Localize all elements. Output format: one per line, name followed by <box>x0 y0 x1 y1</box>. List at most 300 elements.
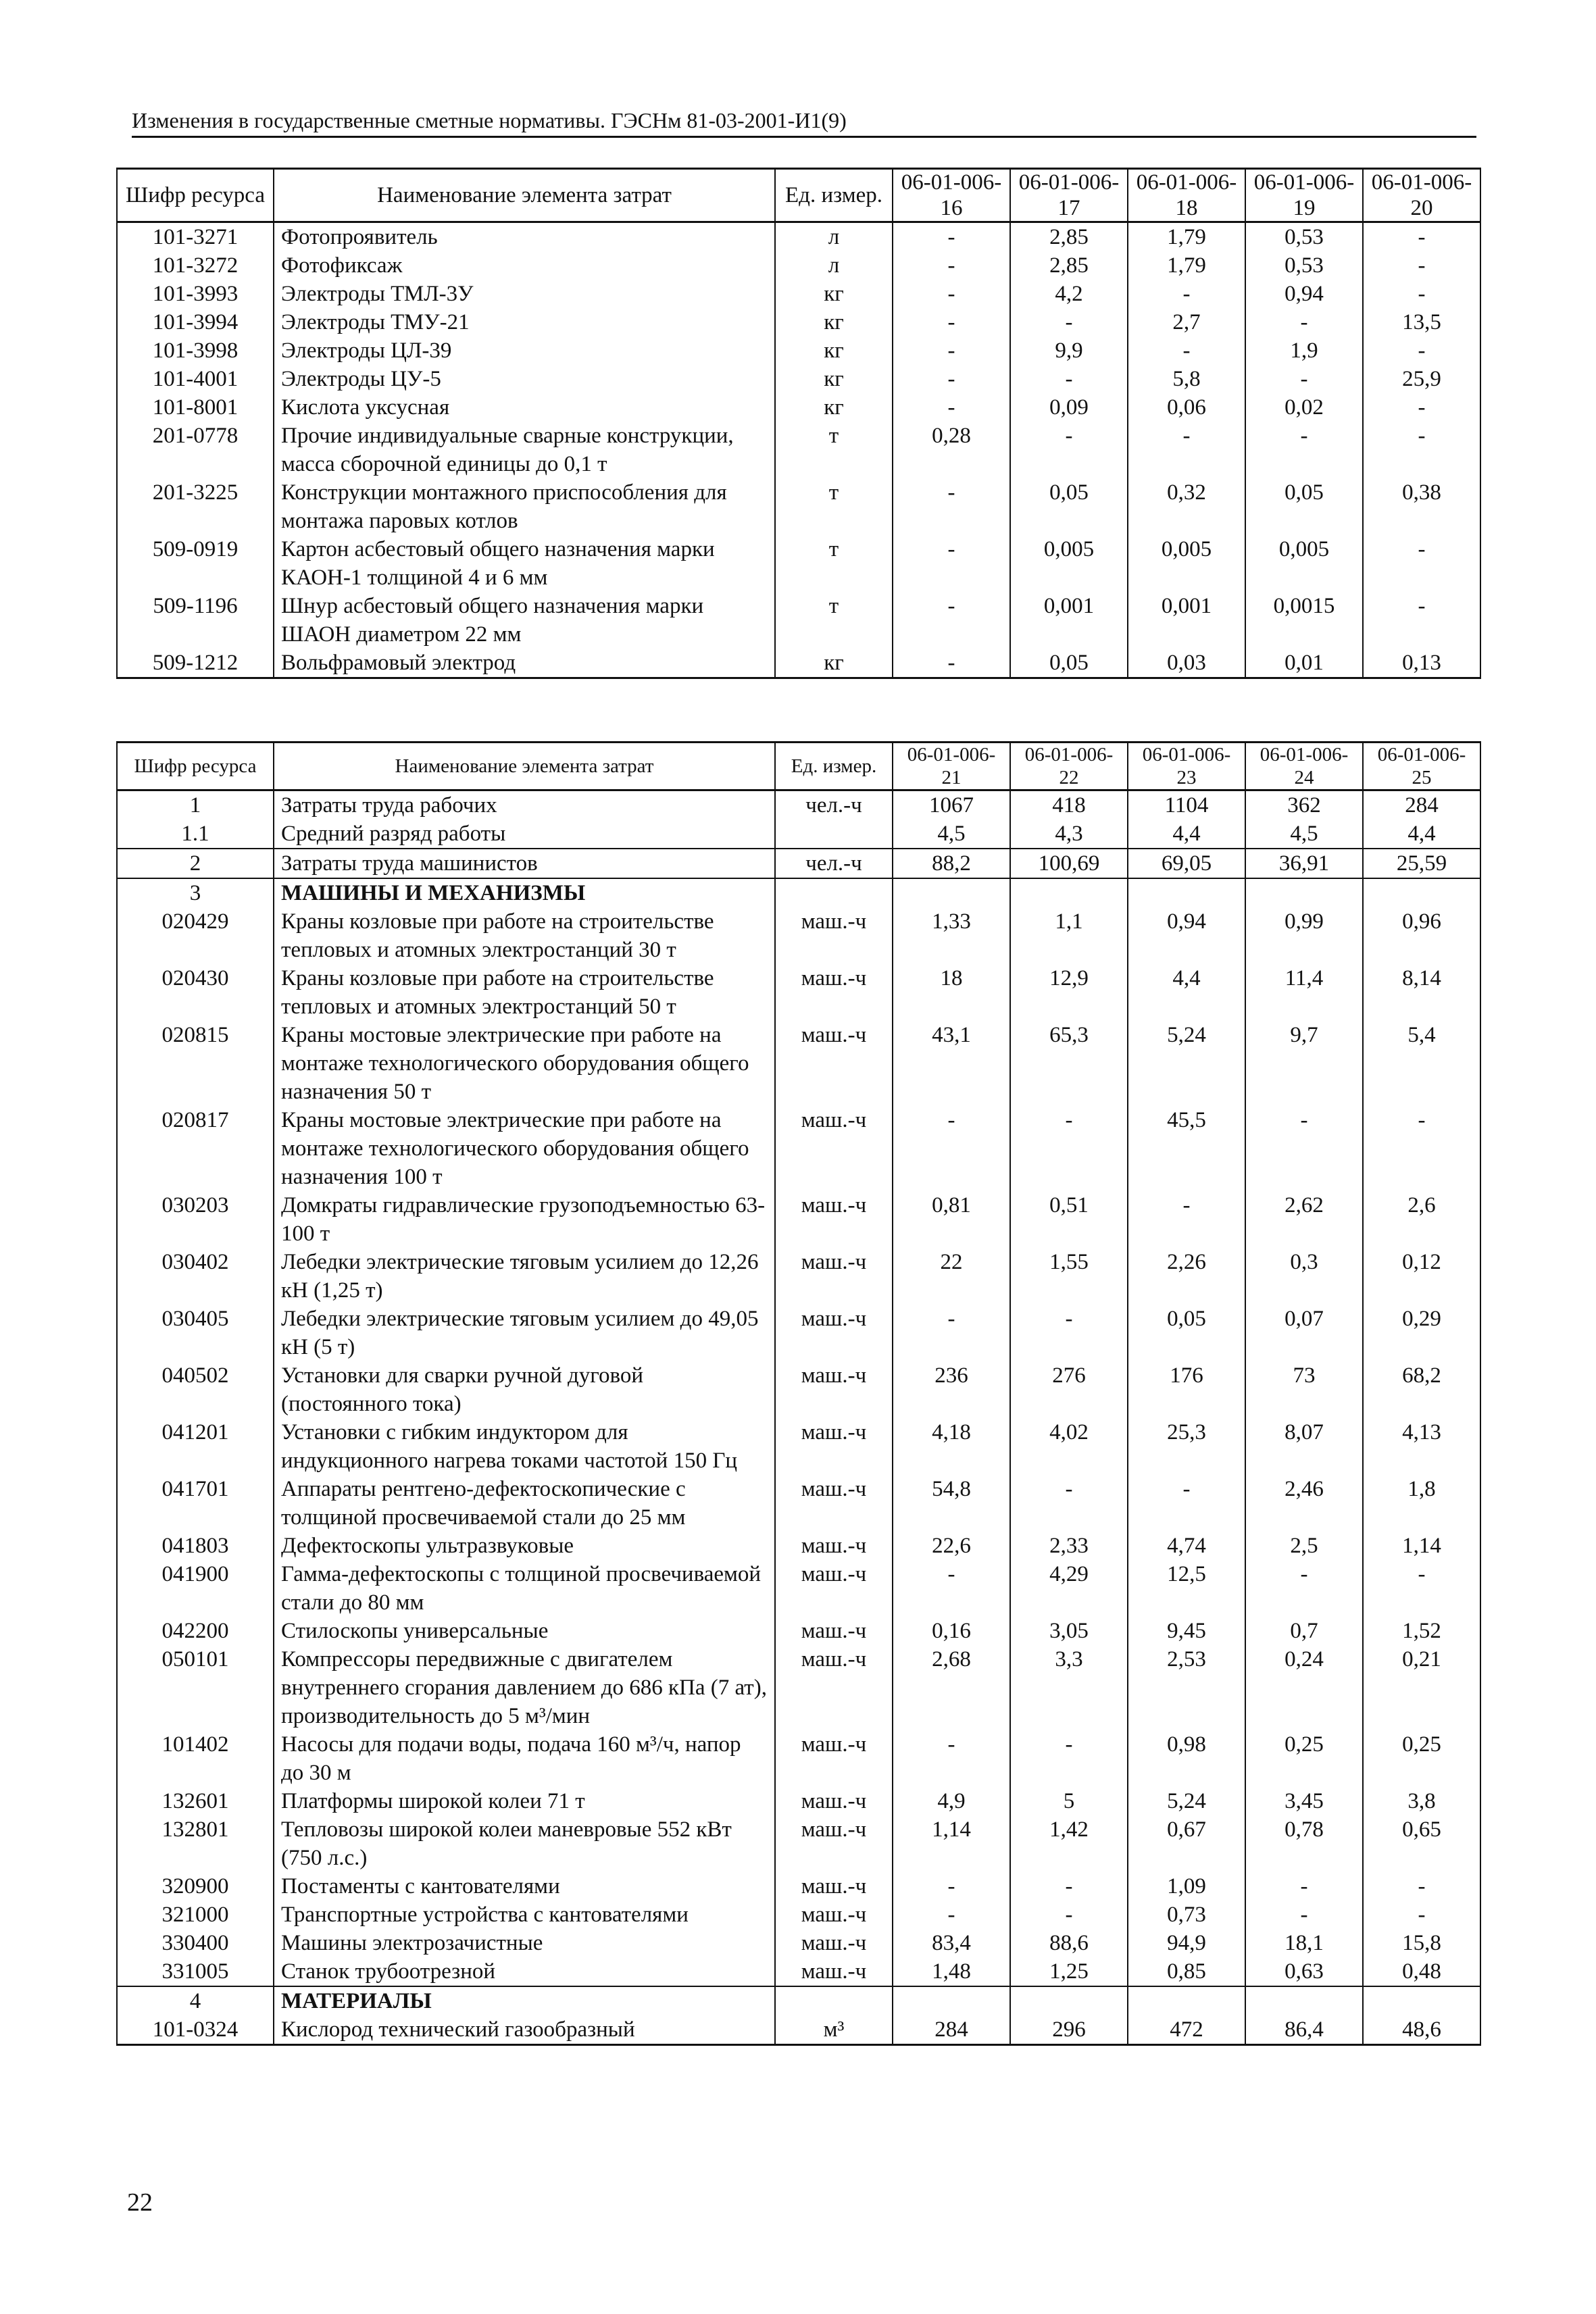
value-cell: 1,14 <box>893 1815 1010 1872</box>
value-cell: 1,09 <box>1128 1872 1245 1901</box>
value-cell: 0,53 <box>1245 222 1363 252</box>
value-cell: 1,14 <box>1363 1532 1480 1560</box>
resource-code: 020429 <box>117 907 274 964</box>
resource-code: 041803 <box>117 1532 274 1560</box>
value-cell: 176 <box>1128 1361 1245 1418</box>
col-header: 06-01-006-21 <box>893 743 1010 790</box>
value-cell: 2,62 <box>1245 1191 1363 1248</box>
table-row <box>117 1986 1480 2015</box>
value-cell: - <box>893 251 1010 280</box>
resource-name: МАТЕРИАЛЫ <box>274 1986 775 2015</box>
value-cell: 18,1 <box>1245 1929 1363 1957</box>
resource-name: Домкраты гидравлические грузоподъемностью 63-100 т <box>274 1191 775 1248</box>
unit: маш.-ч <box>775 1617 893 1645</box>
col-header: 06-01-006-17 <box>1010 169 1128 222</box>
table-row <box>117 1730 1480 1787</box>
value-cell: 2,46 <box>1245 1475 1363 1532</box>
value-cell: 25,59 <box>1363 849 1480 878</box>
table-row <box>117 365 1480 393</box>
value-cell: 0,05 <box>1128 1305 1245 1361</box>
value-cell: 0,005 <box>1128 535 1245 592</box>
value-cell: 1,79 <box>1128 222 1245 252</box>
value-cell: 0,53 <box>1245 251 1363 280</box>
value-cell: 13,5 <box>1363 308 1480 336</box>
resource-name: Прочие индивидуальные сварные конструкции, масса сборочной единицы до 0,1 т <box>274 422 775 478</box>
resource-name: Кислота уксусная <box>274 393 775 422</box>
value-cell: - <box>1363 1872 1480 1901</box>
value-cell: 0,81 <box>893 1191 1010 1248</box>
table-row <box>117 1560 1480 1617</box>
resource-name: Фотофиксаж <box>274 251 775 280</box>
value-cell: 12,9 <box>1010 964 1128 1021</box>
value-cell: 12,5 <box>1128 1560 1245 1617</box>
resource-name: Компрессоры передвижные с двигателем внутреннего сгорания давлением до 686 кПа (7 ат), производительность до 5 м³/мин <box>274 1645 775 1730</box>
unit: маш.-ч <box>775 907 893 964</box>
value-cell: - <box>1128 422 1245 478</box>
value-cell: 4,5 <box>1245 820 1363 849</box>
resource-name: Электроды ТМЛ-3У <box>274 280 775 308</box>
resource-code: 132801 <box>117 1815 274 1872</box>
resource-name: Установки с гибким индуктором для индукционного нагрева токами частотой 150 Гц <box>274 1418 775 1475</box>
value-cell: - <box>1363 1106 1480 1191</box>
resource-name: МАШИНЫ И МЕХАНИЗМЫ <box>274 878 775 907</box>
unit: т <box>775 535 893 592</box>
value-cell: 83,4 <box>893 1929 1010 1957</box>
value-cell: - <box>1363 592 1480 649</box>
resource-code: 320900 <box>117 1872 274 1901</box>
value-cell: - <box>1010 365 1128 393</box>
resource-name: Лебедки электрические тяговым усилием до 49,05 кН (5 т) <box>274 1305 775 1361</box>
resource-name: Конструкции монтажного приспособления для монтажа паровых котлов <box>274 478 775 535</box>
value-cell: 45,5 <box>1128 1106 1245 1191</box>
value-cell: 4,4 <box>1363 820 1480 849</box>
value-cell: 0,01 <box>1245 649 1363 678</box>
resource-name: Транспортные устройства с кантователями <box>274 1901 775 1929</box>
resource-name: Краны мостовые электрические при работе на монтаже технологического оборудования общего назначения 100 т <box>274 1106 775 1191</box>
value-cell: 8,07 <box>1245 1418 1363 1475</box>
value-cell: - <box>893 478 1010 535</box>
table-row <box>117 535 1480 592</box>
resource-code: 509-1196 <box>117 592 274 649</box>
value-cell: - <box>1010 1901 1128 1929</box>
col-header: Ед. измер. <box>775 169 893 222</box>
resource-name: Краны мостовые электрические при работе на монтаже технологического оборудования общего назначения 50 т <box>274 1021 775 1106</box>
value-cell: 0,63 <box>1245 1957 1363 1986</box>
resource-code: 101-3998 <box>117 336 274 365</box>
resource-code: 509-0919 <box>117 535 274 592</box>
value-cell: - <box>1010 1872 1128 1901</box>
resource-name: Фотопроявитель <box>274 222 775 252</box>
resource-name: Электроды ЦУ-5 <box>274 365 775 393</box>
table-row <box>117 222 1480 252</box>
resource-name: Электроды ЦЛ-39 <box>274 336 775 365</box>
resource-name: Постаменты с кантователями <box>274 1872 775 1901</box>
value-cell <box>1010 878 1128 907</box>
table-row <box>117 1787 1480 1815</box>
col-header: Ед. измер. <box>775 743 893 790</box>
table-body <box>117 222 1480 678</box>
value-cell: 1,25 <box>1010 1957 1128 1986</box>
col-header: Шифр ресурса <box>117 169 274 222</box>
value-cell: - <box>893 308 1010 336</box>
table-row <box>117 393 1480 422</box>
value-cell: 5,24 <box>1128 1787 1245 1815</box>
unit: маш.-ч <box>775 964 893 1021</box>
value-cell: 0,05 <box>1245 478 1363 535</box>
value-cell: 48,6 <box>1363 2015 1480 2045</box>
value-cell: 236 <box>893 1361 1010 1418</box>
value-cell: - <box>1128 280 1245 308</box>
value-cell: 0,02 <box>1245 393 1363 422</box>
unit: маш.-ч <box>775 1560 893 1617</box>
value-cell: 94,9 <box>1128 1929 1245 1957</box>
resource-name: Лебедки электрические тяговым усилием до 12,26 кН (1,25 т) <box>274 1248 775 1305</box>
value-cell: 0,06 <box>1128 393 1245 422</box>
resource-code: 101-0324 <box>117 2015 274 2045</box>
value-cell: 1,42 <box>1010 1815 1128 1872</box>
value-cell: - <box>1245 308 1363 336</box>
value-cell: 2,33 <box>1010 1532 1128 1560</box>
value-cell: - <box>1245 422 1363 478</box>
value-cell: 0,51 <box>1010 1191 1128 1248</box>
value-cell: - <box>1363 280 1480 308</box>
table-row <box>117 1191 1480 1248</box>
value-cell: 284 <box>893 2015 1010 2045</box>
resource-code: 050101 <box>117 1645 274 1730</box>
value-cell: 276 <box>1010 1361 1128 1418</box>
unit: маш.-ч <box>775 1361 893 1418</box>
table-row <box>117 280 1480 308</box>
unit: маш.-ч <box>775 1532 893 1560</box>
unit: м³ <box>775 2015 893 2045</box>
resource-code: 101-3994 <box>117 308 274 336</box>
unit: маш.-ч <box>775 1305 893 1361</box>
unit: л <box>775 222 893 252</box>
value-cell: 4,2 <box>1010 280 1128 308</box>
unit: т <box>775 592 893 649</box>
value-cell: - <box>1245 365 1363 393</box>
value-cell: 1104 <box>1128 790 1245 820</box>
resource-code: 1 <box>117 790 274 820</box>
table-row <box>117 1815 1480 1872</box>
unit: кг <box>775 280 893 308</box>
value-cell: 4,5 <box>893 820 1010 849</box>
table-row <box>117 1361 1480 1418</box>
value-cell: - <box>1010 1730 1128 1787</box>
table-row <box>117 1106 1480 1191</box>
value-cell: - <box>893 592 1010 649</box>
value-cell: - <box>893 1305 1010 1361</box>
col-header: Шифр ресурса <box>117 743 274 790</box>
unit: маш.-ч <box>775 1645 893 1730</box>
table-header-row <box>117 169 1480 222</box>
unit: маш.-ч <box>775 1475 893 1532</box>
value-cell: - <box>893 1730 1010 1787</box>
value-cell: - <box>1128 336 1245 365</box>
value-cell: 0,0015 <box>1245 592 1363 649</box>
resource-code: 030402 <box>117 1248 274 1305</box>
resource-code: 101-4001 <box>117 365 274 393</box>
resource-name: Шнур асбестовый общего назначения марки ШАОН диаметром 22 мм <box>274 592 775 649</box>
table-row <box>117 251 1480 280</box>
value-cell: 418 <box>1010 790 1128 820</box>
value-cell: 0,09 <box>1010 393 1128 422</box>
value-cell: 4,74 <box>1128 1532 1245 1560</box>
value-cell: 0,21 <box>1363 1645 1480 1730</box>
value-cell: 0,005 <box>1010 535 1128 592</box>
resource-code: 101-8001 <box>117 393 274 422</box>
resource-name: Электроды ТМУ-21 <box>274 308 775 336</box>
page-number: 22 <box>127 2188 153 2217</box>
value-cell: 1,8 <box>1363 1475 1480 1532</box>
unit: кг <box>775 393 893 422</box>
value-cell: 0,13 <box>1363 649 1480 678</box>
resource-name: Установки для сварки ручной дуговой (постоянного тока) <box>274 1361 775 1418</box>
resource-name: Средний разряд работы <box>274 820 775 849</box>
value-cell: 2,6 <box>1363 1191 1480 1248</box>
resource-code: 3 <box>117 878 274 907</box>
value-cell: 0,78 <box>1245 1815 1363 1872</box>
resource-code: 509-1212 <box>117 649 274 678</box>
table-row <box>117 1872 1480 1901</box>
value-cell: 0,16 <box>893 1617 1010 1645</box>
table-row <box>117 849 1480 878</box>
resource-code: 101-3272 <box>117 251 274 280</box>
value-cell: - <box>1363 336 1480 365</box>
value-cell: 1,48 <box>893 1957 1010 1986</box>
value-cell: 22,6 <box>893 1532 1010 1560</box>
value-cell: 88,6 <box>1010 1929 1128 1957</box>
value-cell: - <box>1363 251 1480 280</box>
value-cell: - <box>893 336 1010 365</box>
unit: маш.-ч <box>775 1957 893 1986</box>
resource-code: 132601 <box>117 1787 274 1815</box>
unit: кг <box>775 308 893 336</box>
value-cell: 1,1 <box>1010 907 1128 964</box>
resource-name: Станок трубоотрезной <box>274 1957 775 1986</box>
resource-name: Затраты труда рабочих <box>274 790 775 820</box>
resource-name: Картон асбестовый общего назначения марки КАОН-1 толщиной 4 и 6 мм <box>274 535 775 592</box>
value-cell <box>1363 1986 1480 2015</box>
value-cell: 4,9 <box>893 1787 1010 1815</box>
value-cell <box>1245 878 1363 907</box>
value-cell: 3,45 <box>1245 1787 1363 1815</box>
col-header: 06-01-006-16 <box>893 169 1010 222</box>
resource-code: 2 <box>117 849 274 878</box>
resource-name: Машины электрозачистные <box>274 1929 775 1957</box>
table-row <box>117 1248 1480 1305</box>
resource-code: 041701 <box>117 1475 274 1532</box>
resource-code: 020817 <box>117 1106 274 1191</box>
unit: чел.-ч <box>775 849 893 878</box>
unit: кг <box>775 649 893 678</box>
value-cell: 0,24 <box>1245 1645 1363 1730</box>
value-cell: 25,3 <box>1128 1418 1245 1475</box>
value-cell: 2,7 <box>1128 308 1245 336</box>
resource-name: Затраты труда машинистов <box>274 849 775 878</box>
resource-name: Гамма-дефектоскопы с толщиной просвечиваемой стали до 80 мм <box>274 1560 775 1617</box>
value-cell: 0,25 <box>1363 1730 1480 1787</box>
value-cell: - <box>1010 422 1128 478</box>
resource-code: 101-3993 <box>117 280 274 308</box>
value-cell <box>893 878 1010 907</box>
value-cell: - <box>1245 1560 1363 1617</box>
value-cell: 1067 <box>893 790 1010 820</box>
value-cell <box>1245 1986 1363 2015</box>
value-cell: 18 <box>893 964 1010 1021</box>
table-header-row <box>117 743 1480 790</box>
col-header: 06-01-006-18 <box>1128 169 1245 222</box>
value-cell: 2,53 <box>1128 1645 1245 1730</box>
resource-code: 042200 <box>117 1617 274 1645</box>
table-row <box>117 422 1480 478</box>
value-cell: 0,48 <box>1363 1957 1480 1986</box>
value-cell: 86,4 <box>1245 2015 1363 2045</box>
unit: т <box>775 478 893 535</box>
table-row <box>117 1475 1480 1532</box>
value-cell: 4,13 <box>1363 1418 1480 1475</box>
unit: маш.-ч <box>775 1021 893 1106</box>
resource-code: 041201 <box>117 1418 274 1475</box>
value-cell: 362 <box>1245 790 1363 820</box>
unit: чел.-ч <box>775 790 893 820</box>
value-cell: - <box>893 393 1010 422</box>
value-cell: 3,3 <box>1010 1645 1128 1730</box>
table-row <box>117 820 1480 849</box>
value-cell: 2,26 <box>1128 1248 1245 1305</box>
value-cell: 0,99 <box>1245 907 1363 964</box>
value-cell: - <box>893 535 1010 592</box>
value-cell: 4,18 <box>893 1418 1010 1475</box>
value-cell: - <box>1128 1475 1245 1532</box>
col-header: 06-01-006-20 <box>1363 169 1480 222</box>
value-cell: 0,67 <box>1128 1815 1245 1872</box>
resource-name: Стилоскопы универсальные <box>274 1617 775 1645</box>
resource-code: 201-0778 <box>117 422 274 478</box>
unit: кг <box>775 336 893 365</box>
value-cell: 3,05 <box>1010 1617 1128 1645</box>
resource-code: 331005 <box>117 1957 274 1986</box>
value-cell: 3,8 <box>1363 1787 1480 1815</box>
value-cell: 0,29 <box>1363 1305 1480 1361</box>
value-cell: - <box>1010 308 1128 336</box>
resource-name: Дефектоскопы ультразвуковые <box>274 1532 775 1560</box>
value-cell: - <box>1363 1560 1480 1617</box>
value-cell: 9,7 <box>1245 1021 1363 1106</box>
table-row <box>117 1901 1480 1929</box>
table-row <box>117 649 1480 678</box>
resource-name: Краны козловые при работе на строительстве тепловых и атомных электростанций 30 т <box>274 907 775 964</box>
table-row <box>117 907 1480 964</box>
table-row <box>117 1305 1480 1361</box>
value-cell: 8,14 <box>1363 964 1480 1021</box>
value-cell: 0,07 <box>1245 1305 1363 1361</box>
value-cell <box>1010 1986 1128 2015</box>
table-row <box>117 478 1480 535</box>
value-cell: 2,85 <box>1010 222 1128 252</box>
value-cell: 0,38 <box>1363 478 1480 535</box>
value-cell: 0,98 <box>1128 1730 1245 1787</box>
value-cell: 0,12 <box>1363 1248 1480 1305</box>
resource-name: Тепловозы широкой колеи маневровые 552 кВт (750 л.с.) <box>274 1815 775 1872</box>
resource-code: 101-3271 <box>117 222 274 252</box>
resource-code: 330400 <box>117 1929 274 1957</box>
col-header: 06-01-006-24 <box>1245 743 1363 790</box>
value-cell: - <box>1245 1872 1363 1901</box>
value-cell: - <box>893 1106 1010 1191</box>
value-cell: 0,05 <box>1010 478 1128 535</box>
unit <box>775 820 893 849</box>
value-cell: - <box>893 649 1010 678</box>
value-cell <box>1128 878 1245 907</box>
value-cell: 0,005 <box>1245 535 1363 592</box>
value-cell: 4,02 <box>1010 1418 1128 1475</box>
value-cell: 1,79 <box>1128 251 1245 280</box>
value-cell: 5,4 <box>1363 1021 1480 1106</box>
value-cell: 0,001 <box>1010 592 1128 649</box>
value-cell: 2,85 <box>1010 251 1128 280</box>
value-cell: - <box>1363 222 1480 252</box>
table-row <box>117 1617 1480 1645</box>
value-cell: - <box>1128 1191 1245 1248</box>
value-cell: 4,4 <box>1128 820 1245 849</box>
unit <box>775 1986 893 2015</box>
resource-code: 101402 <box>117 1730 274 1787</box>
col-header: 06-01-006-19 <box>1245 169 1363 222</box>
unit: маш.-ч <box>775 1815 893 1872</box>
value-cell: 5,24 <box>1128 1021 1245 1106</box>
resource-code: 201-3225 <box>117 478 274 535</box>
resource-code: 020815 <box>117 1021 274 1106</box>
value-cell: 54,8 <box>893 1475 1010 1532</box>
resource-code: 040502 <box>117 1361 274 1418</box>
value-cell: 88,2 <box>893 849 1010 878</box>
unit: кг <box>775 365 893 393</box>
resource-name: Насосы для подачи воды, подача 160 м³/ч, напор до 30 м <box>274 1730 775 1787</box>
value-cell: 5 <box>1010 1787 1128 1815</box>
value-cell: 0,3 <box>1245 1248 1363 1305</box>
table-row <box>117 790 1480 820</box>
value-cell: 0,7 <box>1245 1617 1363 1645</box>
value-cell: 0,73 <box>1128 1901 1245 1929</box>
value-cell: 0,65 <box>1363 1815 1480 1872</box>
value-cell: 296 <box>1010 2015 1128 2045</box>
value-cell: 9,45 <box>1128 1617 1245 1645</box>
resource-name: Платформы широкой колеи 71 т <box>274 1787 775 1815</box>
value-cell: 25,9 <box>1363 365 1480 393</box>
value-cell: - <box>1363 1901 1480 1929</box>
table-body <box>117 790 1480 2045</box>
value-cell: - <box>1363 535 1480 592</box>
value-cell: 0,28 <box>893 422 1010 478</box>
value-cell: 4,29 <box>1010 1560 1128 1617</box>
value-cell: - <box>1010 1475 1128 1532</box>
resource-code: 4 <box>117 1986 274 2015</box>
value-cell: 0,94 <box>1128 907 1245 964</box>
value-cell: 9,9 <box>1010 336 1128 365</box>
value-cell: 2,5 <box>1245 1532 1363 1560</box>
unit <box>775 878 893 907</box>
value-cell: - <box>1010 1106 1128 1191</box>
value-cell: - <box>1010 1305 1128 1361</box>
value-cell: - <box>893 222 1010 252</box>
unit: маш.-ч <box>775 1929 893 1957</box>
table-row <box>117 1929 1480 1957</box>
resource-code: 321000 <box>117 1901 274 1929</box>
value-cell <box>893 1986 1010 2015</box>
value-cell: 0,05 <box>1010 649 1128 678</box>
unit: маш.-ч <box>775 1787 893 1815</box>
